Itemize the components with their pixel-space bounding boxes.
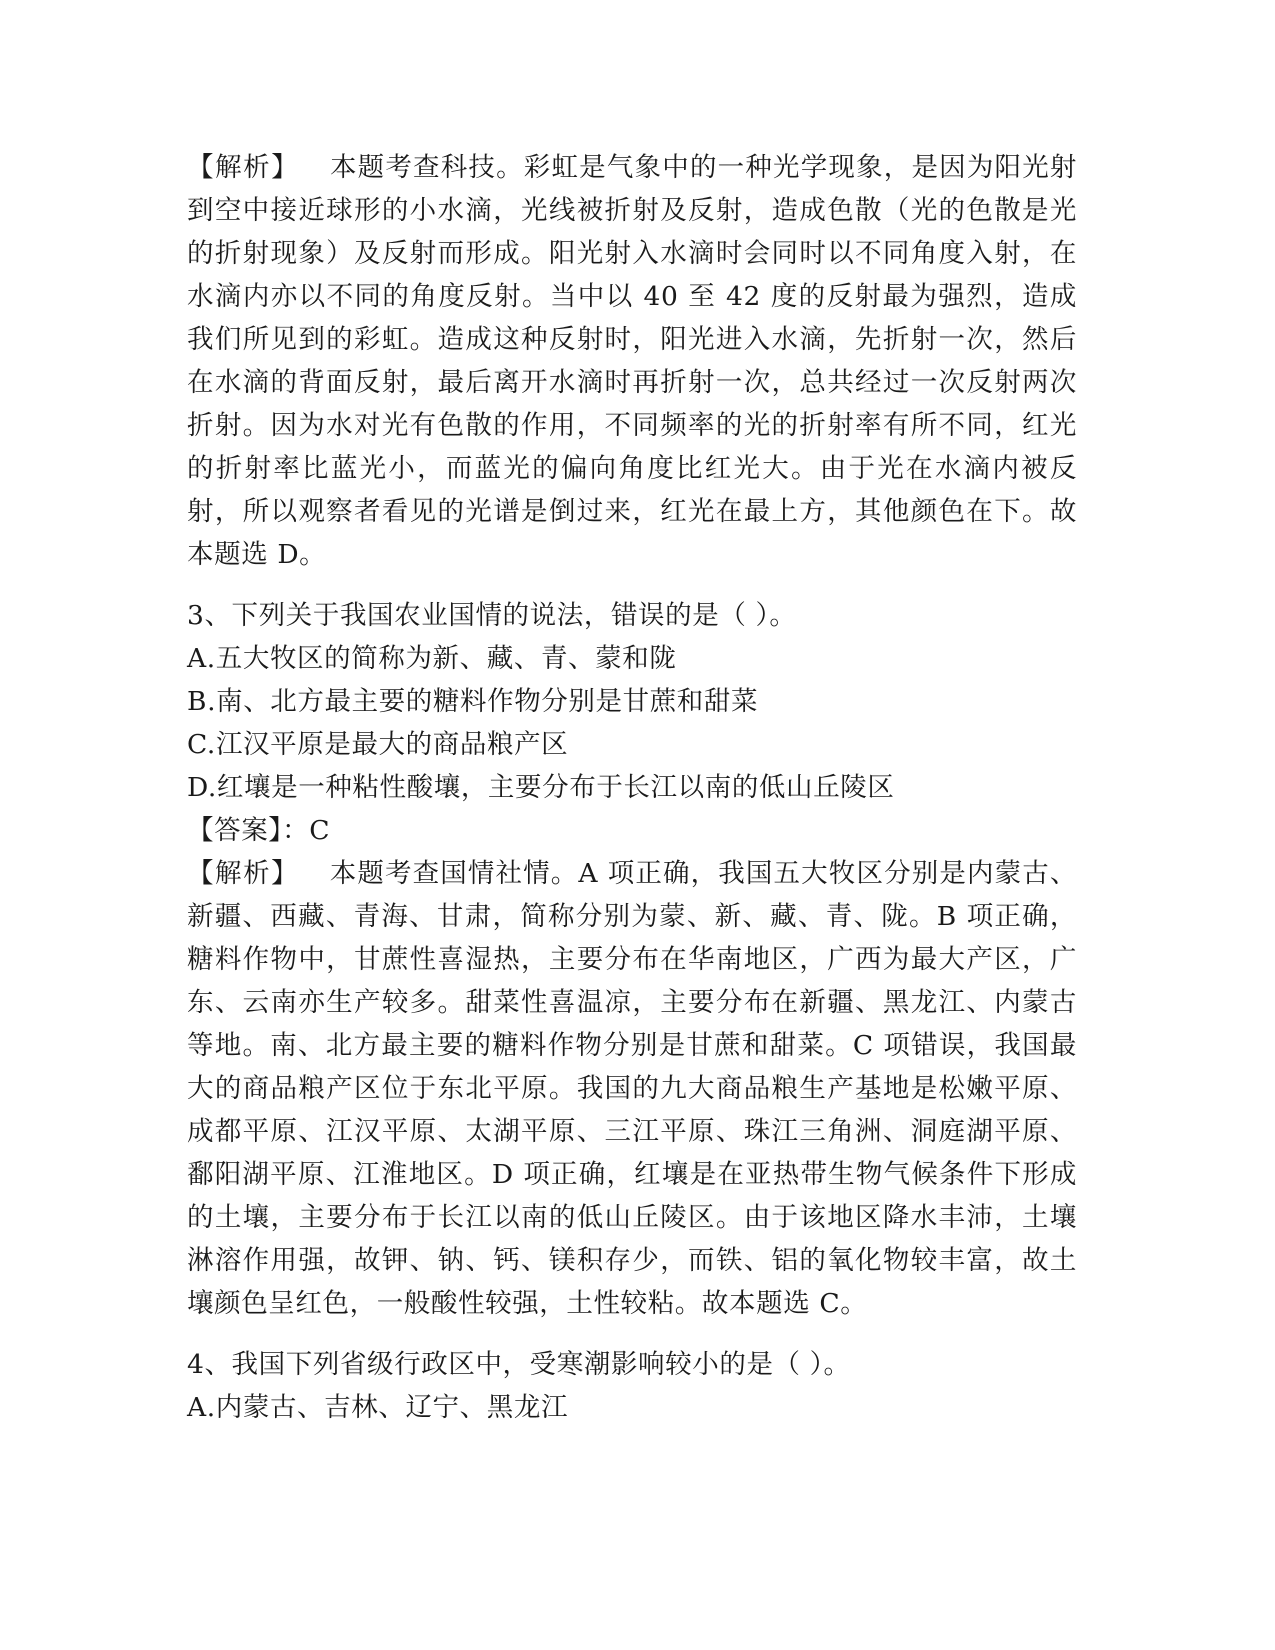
document-content [187,146,1077,1429]
question-4-stem: 4、我国下列省级行政区中，受寒潮影响较小的是（ ）。 [187,1349,851,1380]
question-3-option-b: B.南、北方最主要的糖料作物分别是甘蔗和甜菜 [187,686,759,717]
question-3-answer: 【答案】：C [187,815,331,846]
question-3-option-a: A.五大牧区的简称为新、藏、青、蒙和陇 [187,643,677,674]
analysis-tag: 【解析】 [187,152,300,183]
question-4-option-a: A.内蒙古、吉林、辽宁、黑龙江 [187,1392,569,1423]
question-3-option-d: D.红壤是一种粘性酸壤，主要分布于长江以南的低山丘陵区 [187,772,895,803]
analysis-paragraph-q2 [187,146,1077,576]
analysis-text: 本题考查国情社情。A 项正确，我国五大牧区分别是内蒙古、新疆、西藏、青海、甘肃，简称分别为蒙、新、藏、青、陇。B 项正确，糖料作物中，甘蔗性喜湿热，主要分布在华南地区，广西为最大产区，广东、云南亦生产较多。甜菜性喜温凉，主要分布在新疆、黑龙江、内蒙古等地。南、北方最主要的糖料作物分别是甘蔗和甜菜。C 项错误，我国最大的商品粮产区位于东北平原。我国的九大商品粮生产基地是松嫩平原、成都平原、江汉平原、太湖平原、三江平原、珠江三角洲、洞庭湖平原、鄱阳湖平原、江淮地区。D 项正确，红壤是在亚热带生物气候条件下形成的土壤，主要分布于长江以南的低山丘陵区。由于该地区降水丰沛，土壤淋溶作用强，故钾、钠、钙、镁积存少，而铁、铝的氧化物较丰富，故土壤颜色呈红色，一般酸性较强，土性较粘。故本题选 C。 [187,858,1077,1319]
question-3-stem: 3、下列关于我国农业国情的说法，错误的是（ ）。 [187,600,797,631]
analysis-tag: 【解析】 [187,858,300,889]
question-3-option-c: C.江汉平原是最大的商品粮产区 [187,729,569,760]
analysis-paragraph-q3 [187,852,1077,1325]
analysis-text: 本题考查科技。彩虹是气象中的一种光学现象，是因为阳光射到空中接近球形的小水滴，光线被折射及反射，造成色散（光的色散是光的折射现象）及反射而形成。阳光射入水滴时会同时以不同角度入射，在水滴内亦以不同的角度反射。当中以 40 至 42 度的反射最为强烈，造成我们所见到的彩虹。造成这种反射时，阳光进入水滴，先折射一次，然后在水滴的背面反射，最后离开水滴时再折射一次，总共经过一次反射两次折射。因为水对光有色散的作用，不同频率的光的折射率有所不同，红光的折射率比蓝光小，而蓝光的偏向角度比红光大。由于光在水滴内被反射，所以观察者看见的光谱是倒过来，红光在最上方，其他颜色在下。故本题选 D。 [187,152,1078,570]
